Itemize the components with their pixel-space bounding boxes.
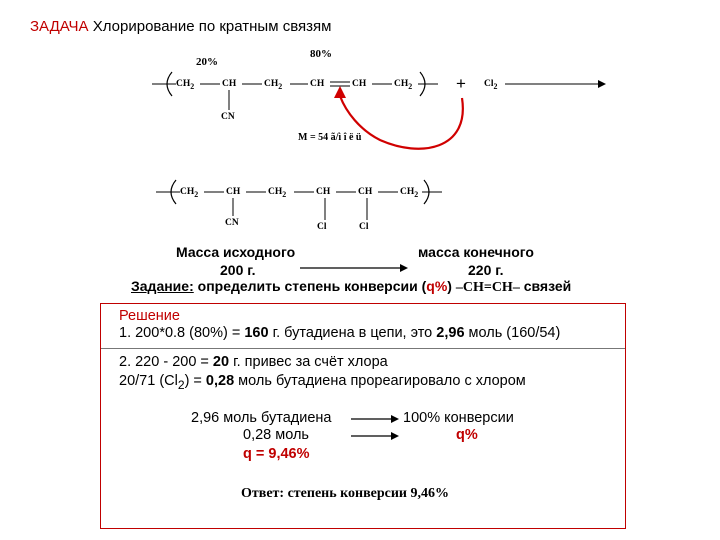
solution-line-3: 20/71 $(Cl_2) = 0,28$ моль бутадиена прореагировало с хлором xyxy=(119,373,526,392)
answer: Ответ: степень конверсии 9,46% xyxy=(241,486,449,501)
title-prefix: ЗАДАЧА xyxy=(30,18,89,35)
group-ch: CH xyxy=(352,79,367,89)
group-ch2: $CH_2$ xyxy=(176,79,195,91)
result-q: q = 9,46% xyxy=(243,446,310,462)
group-cl: Cl xyxy=(359,222,369,232)
proportion-right-1: 100% конверсии xyxy=(403,410,514,426)
reaction-arrowhead xyxy=(598,80,606,88)
proportion-left-2: 0,28 моль xyxy=(243,427,309,443)
solution-box xyxy=(100,303,626,529)
plus-sign: + xyxy=(456,74,466,93)
solution-line-2: 2. 220 - 200 = 20 г. привес за счёт хлора xyxy=(119,354,388,370)
group-ch: CH xyxy=(226,187,241,197)
initial-mass-label: Масса исходного xyxy=(176,244,296,260)
percent-20: 20% xyxy=(196,56,218,68)
task-bond: –CH=CH– xyxy=(455,280,520,295)
solution-line-1: 1. 200*0.8 (80%) = 160 г. бутадиена в цепи, это 2,96 моль (160/54) xyxy=(119,325,561,341)
group-ch2: $CH_2$ xyxy=(180,187,199,199)
chlorine-reagent: $Cl_2$ xyxy=(484,79,498,91)
initial-mass-value: 200 г. xyxy=(220,262,256,278)
group-cl: Cl xyxy=(317,222,327,232)
group-ch2: $CH_2$ xyxy=(264,79,283,91)
task-text-post: ) xyxy=(447,278,456,294)
task-line xyxy=(131,278,571,296)
task-q: q% xyxy=(426,278,448,294)
proportion-left-1: 2,96 моль бутадиена xyxy=(191,410,332,426)
task-label: Задание: xyxy=(131,278,194,294)
proportion-right-2: q% xyxy=(456,427,478,443)
title-text: Хлорирование по кратным связям xyxy=(92,18,332,35)
task-text-end: связей xyxy=(519,278,572,294)
molar-mass: M = 54 ã/ì î ë ü xyxy=(298,132,362,143)
group-ch: CH xyxy=(316,187,331,197)
group-cn: CN xyxy=(225,218,239,228)
final-mass-label: масса конечного xyxy=(418,244,534,260)
group-ch: CH xyxy=(310,79,325,89)
proportion-arrows xyxy=(101,304,625,504)
red-arrowhead xyxy=(334,86,346,98)
group-ch2: $CH_2$ xyxy=(268,187,287,199)
mass-arrowhead xyxy=(400,264,408,272)
solution-heading: Решение xyxy=(119,308,180,324)
group-ch: CH xyxy=(358,187,373,197)
group-ch2: $CH_2$ xyxy=(400,187,419,199)
group-cn: CN xyxy=(221,112,235,122)
percent-80: 80% xyxy=(310,48,332,60)
final-mass-value: 220 г. xyxy=(468,262,504,278)
group-ch: CH xyxy=(222,79,237,89)
task-text-pre: определить степень конверсии ( xyxy=(197,278,427,294)
group-ch2: $CH_2$ xyxy=(394,79,413,91)
